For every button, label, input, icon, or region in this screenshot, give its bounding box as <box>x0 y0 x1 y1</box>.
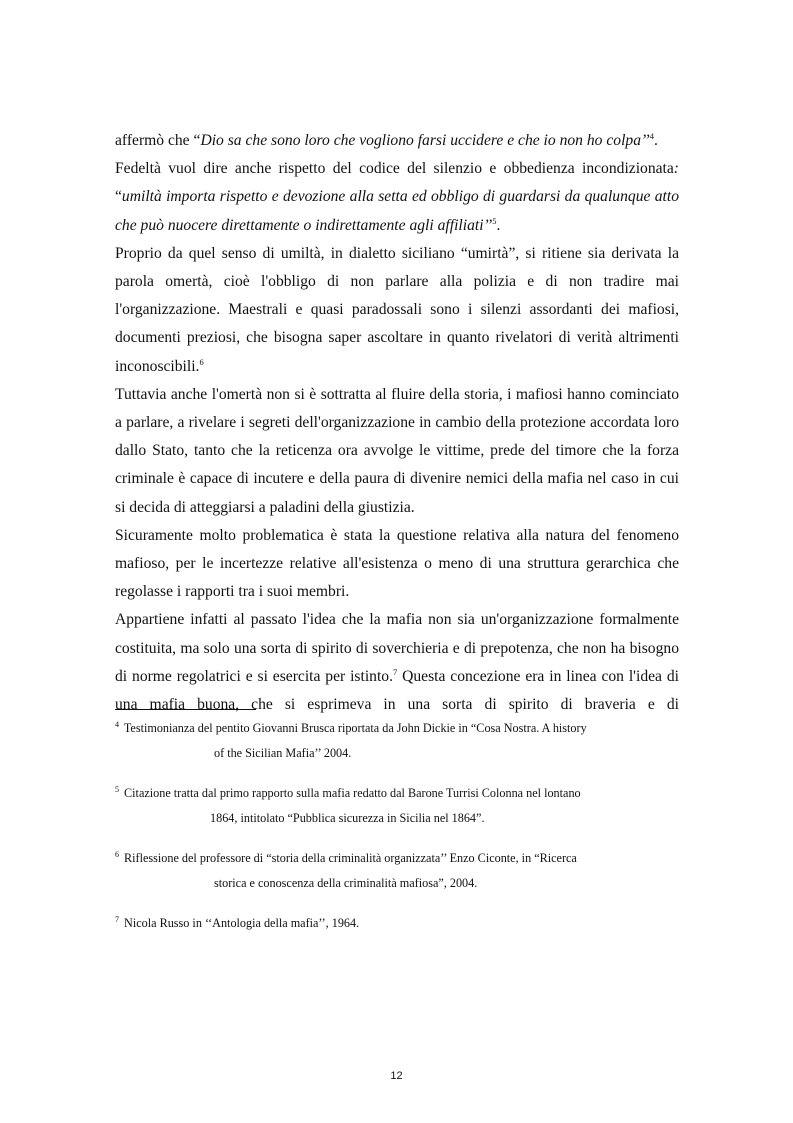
paragraph-6 <box>115 606 679 719</box>
footnote-ref-5[interactable]: 5 <box>492 215 497 226</box>
italic-quote: Dio sa che sono loro che vogliono farsi uccidere e che io non ho colpa <box>200 132 642 149</box>
opening-quote: “ <box>115 188 122 206</box>
paragraph-text: Proprio da quel senso di umiltà, in dialetto siciliano “umirtà”, si ritiene sia derivata la parola omertà, cioè l'obbligo di non parlare alla polizia e di non tradire mai l'organizzazione. Maestrali e quasi paradossali sono i silenzi assordanti dei mafiosi, documenti preziosi, che bisogna saper ascoltare in quanto rivelatori di verità altrimenti inconoscibili. <box>115 244 679 375</box>
italic-quote: umiltà importa rispetto e devozione alla setta ed obbligo di guardarsi da qualunque atto che può nuocere direttamente o indirettamente agli affiliati <box>115 188 679 234</box>
paragraph-5 <box>115 522 679 607</box>
footnote-text: Nicola Russo in ‘‘Antologia della mafia’’, 1964. <box>121 916 360 930</box>
paragraph-text: Appartiene infatti al passato l'idea che la mafia non sia un'organizzazione formalmente costituita, ma solo una sorta di spirito di soverchieria e di prepotenza, che non ha bisogno di norme regolatrici e si esercita per istinto. <box>115 611 679 685</box>
closing-quote: ’’ <box>483 216 493 234</box>
footnote-separator <box>115 709 256 710</box>
footnote-text: Citazione tratta dal primo rapporto sulla mafia redatto dal Barone Turrisi Colonna nel lontano <box>121 786 581 800</box>
paragraph-2 <box>115 155 679 240</box>
punctuation: : <box>673 160 679 178</box>
footnote-ref-6[interactable]: 6 <box>199 356 204 367</box>
paragraph-text: Questa concezione era in linea con l'idea di una mafia buona, che si esprimeva in una sorta di spirito di braveria e di <box>115 667 679 714</box>
footnote-ref-4[interactable]: 4 <box>649 131 654 141</box>
footnote-text: Riflessione del professore di “storia della criminalità organizzata’’ Enzo Ciconte, in “Ricerca <box>121 851 577 865</box>
footnote-4 <box>115 716 695 766</box>
footnote-text: of the Sicilian Mafia’’ 2004. <box>214 746 352 760</box>
footnote-line <box>115 846 695 871</box>
closing-quote: ’’ <box>641 132 650 149</box>
footnote-line <box>115 911 695 936</box>
footnote-6 <box>115 846 695 896</box>
paragraph-text: affermò che “ <box>115 132 201 149</box>
body-text <box>115 127 679 719</box>
footnote-number: 4 <box>115 720 119 729</box>
footnote-number: 6 <box>115 850 119 859</box>
footnote-number: 5 <box>115 785 119 794</box>
paragraph-text: Tuttavia anche l'omertà non si è sottratta al fluire della storia, i mafiosi hanno cominciato a parlare, a rivelare i segreti dell'organizzazione in cambio della protezione accordata loro dallo Stato, tanto che la reticenza ora avvolge le vittime, prede del timore che la forza criminale è capace di incutere e della paura di divenire nemici della mafia nel caso in cui si decida di atteggiarsi a paladini della giustizia. <box>115 385 679 516</box>
footnote-line <box>115 781 695 806</box>
punctuation: . <box>653 132 658 149</box>
page-number: 12 <box>390 1070 403 1082</box>
footnote-5 <box>115 781 695 831</box>
punctuation: . <box>496 216 501 234</box>
paragraph-1 <box>115 127 679 155</box>
footnote-ref-7[interactable]: 7 <box>392 666 398 677</box>
footnote-text: storica e conoscenza della criminalità mafiosa”, 2004. <box>214 876 478 890</box>
footnote-line <box>115 716 695 741</box>
footnotes <box>115 716 695 951</box>
footnote-text: 1864, intitolato “Pubblica sicurezza in Sicilia nel 1864”. <box>210 811 485 825</box>
paragraph-text: Sicuramente molto problematica è stata la questione relativa alla natura del fenomeno mafioso, per le incertezze relative all'esistenza o meno di una struttura gerarchica che regolasse i rapporti tra i suoi membri. <box>115 526 679 601</box>
paragraph-3 <box>115 240 679 381</box>
footnote-7 <box>115 911 695 936</box>
footnote-number: 7 <box>115 915 119 924</box>
paragraph-4 <box>115 381 679 522</box>
footnote-text: Testimonianza del pentito Giovanni Brusca riportata da John Dickie in “Cosa Nostra. A history <box>121 721 587 735</box>
paragraph-text: Fedeltà vuol dire anche rispetto del codice del silenzio e obbedienza incondizionata <box>115 160 674 178</box>
